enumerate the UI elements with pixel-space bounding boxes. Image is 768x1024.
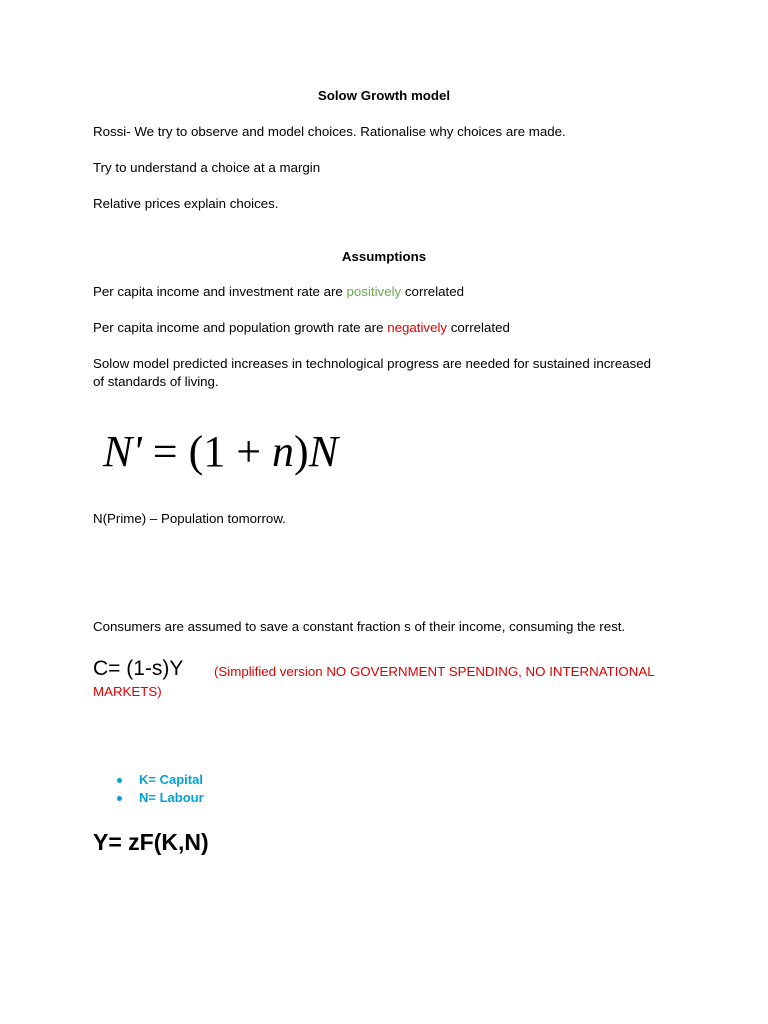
population-correlation-paragraph bbox=[93, 319, 510, 337]
bullet-icon bbox=[117, 796, 122, 801]
capital-variable: K= Capital bbox=[139, 772, 203, 787]
formula-n-prime: N' bbox=[103, 427, 142, 476]
production-function-formula: Y= zF(K,N) bbox=[93, 829, 209, 855]
consumption-formula: C= (1-s)Y bbox=[93, 657, 184, 680]
assumptions-heading: Assumptions bbox=[341, 249, 427, 264]
margin-paragraph: Try to understand a choice at a margin bbox=[93, 160, 321, 175]
bullet-icon bbox=[117, 778, 122, 783]
investment-correlation-paragraph bbox=[93, 283, 464, 301]
solow-prediction-paragraph: Solow model predicted increases in technological progress are needed for sustained increased of standards of living. bbox=[93, 356, 652, 389]
list-item bbox=[117, 771, 204, 789]
labour-variable: N= Labour bbox=[139, 790, 204, 805]
variables-list bbox=[117, 771, 204, 807]
population-text-before: Per capita income and population growth rate are bbox=[93, 320, 388, 335]
relative-prices-paragraph: Relative prices explain choices. bbox=[93, 196, 279, 211]
formula-close-paren: ) bbox=[294, 427, 309, 476]
population-growth-formula bbox=[103, 424, 338, 480]
simplified-version-note: (Simplified version NO GOVERNMENT SPENDING, NO INTERNATIONAL MARKETS) bbox=[93, 664, 655, 699]
rossi-paragraph: Rossi- We try to observe and model choices. Rationalise why choices are made. bbox=[93, 124, 566, 139]
investment-text-after: correlated bbox=[401, 284, 465, 299]
formula-n-population: N bbox=[308, 427, 339, 476]
population-text-after: correlated bbox=[447, 320, 510, 335]
formula-equals-open: = (1 + bbox=[141, 427, 273, 476]
list-item bbox=[117, 789, 204, 807]
consumers-paragraph: Consumers are assumed to save a constant fraction s of their income, consuming the rest. bbox=[93, 619, 626, 634]
n-prime-definition: N(Prime) – Population tomorrow. bbox=[93, 511, 286, 526]
formula-n-rate: n bbox=[272, 427, 295, 476]
investment-text-before: Per capita income and investment rate are bbox=[93, 284, 347, 299]
negatively-highlight: negatively bbox=[387, 320, 448, 335]
page-title: Solow Growth model bbox=[317, 88, 451, 103]
positively-highlight: positively bbox=[346, 284, 402, 299]
